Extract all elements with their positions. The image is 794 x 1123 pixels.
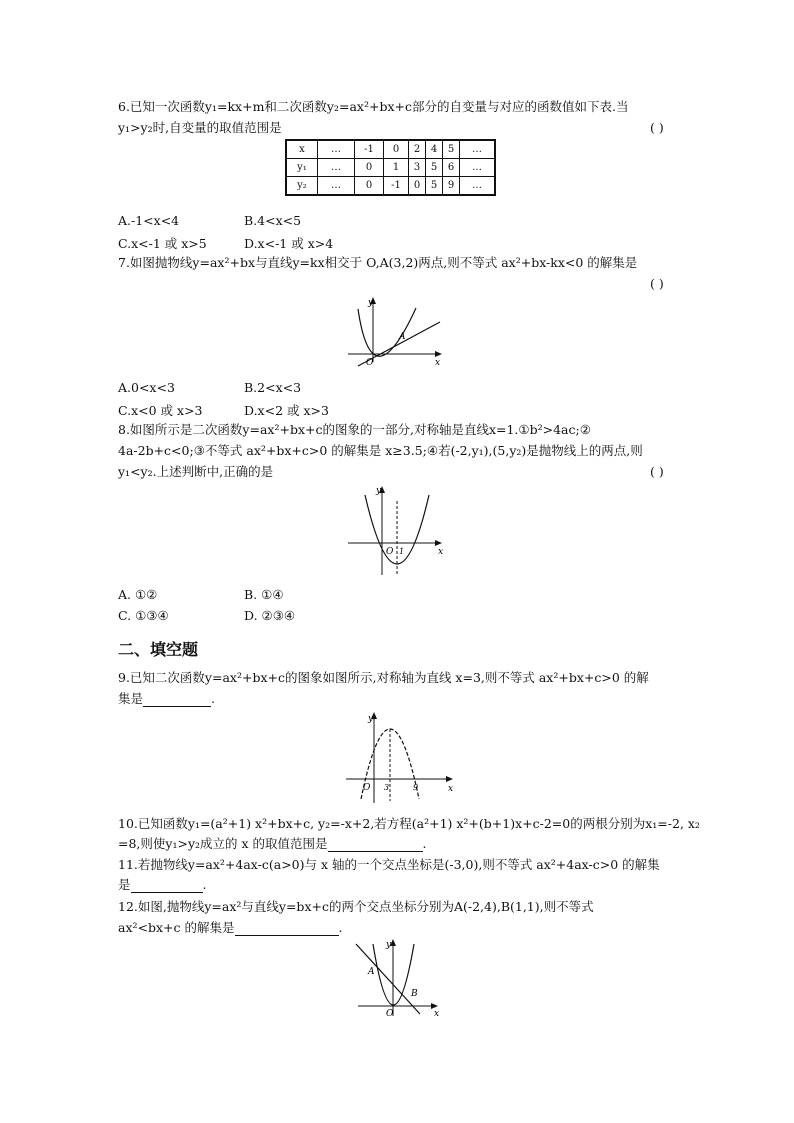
q8-option-d: D. ②③④ xyxy=(244,608,296,623)
origin-label: O xyxy=(386,1009,394,1019)
q10-answer-blank[interactable] xyxy=(328,839,423,852)
q8-answer-paren: ( ) xyxy=(650,464,664,479)
origin-label: O xyxy=(363,783,371,793)
table-cell: 0 xyxy=(409,177,426,196)
y-axis-label: y xyxy=(376,486,382,496)
q6-option-d: D.x<-1 或 x>4 xyxy=(244,236,334,251)
x-axis-arrow xyxy=(446,776,453,782)
table-cell: 5 xyxy=(443,140,460,159)
table-cell: 6 xyxy=(443,159,460,177)
tick-9-label: 9 xyxy=(413,783,419,792)
q7-line1: 7.如图抛物线y=ax²+bx与直线y=kx相交于 O,A(3,2)两点,则不等式 ax²+bx-kx<0 的解集是 xyxy=(118,255,638,270)
y-axis-label: y xyxy=(368,714,374,724)
table-row xyxy=(286,140,495,159)
q12-answer-blank[interactable] xyxy=(235,923,339,936)
q8-option-c: C. ①③④ xyxy=(118,608,169,623)
table-cell: 1 xyxy=(384,159,409,177)
q8-graph xyxy=(345,483,455,583)
q8-option-b: B. ①④ xyxy=(244,587,284,602)
q6-option-a: A.-1<x<4 xyxy=(118,213,180,228)
x-axis-label: x xyxy=(438,547,444,557)
table-row xyxy=(286,177,495,196)
q7-option-a: A.0<x<3 xyxy=(118,380,175,395)
q9-line1: 9.已知二次函数y=ax²+bx+c的图象如图所示,对称轴为直线 x=3,则不等式 ax²+bx+c>0 的解 xyxy=(118,670,649,685)
q11-line2 xyxy=(118,877,207,893)
q6-line1: 6.已知一次函数y₁=kx+m和二次函数y₂=ax²+bx+c部分的自变量与对应的函数值如下表.当 xyxy=(118,99,629,114)
x-axis-label: x xyxy=(434,1009,440,1019)
x-axis-label: x xyxy=(448,784,454,794)
tick-3-label: 3 xyxy=(384,783,390,792)
q7-option-c: C.x<0 或 x>3 xyxy=(118,403,203,418)
table-cell: 4 xyxy=(426,140,443,159)
section-title: 二、填空题 xyxy=(118,640,199,659)
table-cell: … xyxy=(318,159,355,177)
q8-line2: 4a-2b+c<0;③不等式 ax²+bx+c>0 的解集是 x≥3.5;④若(-2,y₁),(5,y₂)是抛物线上的两点,则 xyxy=(118,443,643,458)
q11-line2-text: 是 xyxy=(118,877,131,892)
x-axis-label: x xyxy=(435,358,441,368)
q10-line2-end: . xyxy=(422,836,427,851)
table-cell: 3 xyxy=(409,159,426,177)
tick-1-label: 1 xyxy=(399,547,405,556)
q6-line2: y₁>y₂时,自变量的取值范围是 xyxy=(118,120,282,135)
q9-answer-blank[interactable] xyxy=(143,694,211,707)
table-cell: 0 xyxy=(355,177,384,196)
point-a-label: A xyxy=(368,967,375,977)
q10-line2 xyxy=(118,836,427,852)
parabola xyxy=(358,308,416,356)
x-axis-arrow xyxy=(435,540,442,546)
table-cell: … xyxy=(318,140,355,159)
q12-line1: 12.如图,抛物线y=ax²与直线y=bx+c的两个交点坐标分别为A(-2,4),B(1,1),则不等式 xyxy=(118,899,594,914)
x-axis-arrow xyxy=(435,351,442,357)
y-axis-label: y xyxy=(368,298,374,308)
q7-graph xyxy=(340,294,450,374)
table-cell: … xyxy=(318,177,355,196)
table-row xyxy=(286,159,495,177)
q8-line1: 8.如图所示是二次函数y=ax²+bx+c的图象的一部分,对称轴是直线x=1.①b²>4ac;② xyxy=(118,422,591,437)
table-header-x: x xyxy=(286,140,318,159)
table-cell: 9 xyxy=(443,177,460,196)
q6-answer-paren: ( ) xyxy=(650,120,664,135)
line-bx-c xyxy=(356,944,420,1014)
y-axis-label: y xyxy=(386,940,392,950)
table-cell: … xyxy=(460,159,496,177)
table-cell: 0 xyxy=(355,159,384,177)
q9-graph xyxy=(343,709,458,809)
q10-line1: 10.已知函数y₁=(a²+1) x²+bx+c, y₂=-x+2,若方程(a²+1) x²+(b+1)x+c-2=0的两根分别为x₁=-2, x₂ xyxy=(118,816,700,831)
q7-option-d: D.x<2 或 x>3 xyxy=(244,403,329,418)
q7-answer-paren: ( ) xyxy=(650,276,664,291)
table-cell: … xyxy=(460,140,496,159)
q8-line3: y₁<y₂.上述判断中,正确的是 xyxy=(118,464,274,479)
point-b-label: B xyxy=(411,989,418,999)
q12-line2-end: . xyxy=(338,920,343,935)
q9-line2-end: . xyxy=(211,691,215,706)
q7-option-b: B.2<x<3 xyxy=(244,380,302,395)
q10-line2-text: =8,则使y₁>y₂成立的 x 的取值范围是 xyxy=(118,836,328,851)
table-cell: 5 xyxy=(426,177,443,196)
q6-value-table xyxy=(285,139,496,196)
table-cell: 2 xyxy=(409,140,426,159)
q11-line2-end: . xyxy=(202,877,207,892)
table-cell: -1 xyxy=(384,177,409,196)
table-cell: -1 xyxy=(355,140,384,159)
table-header-y1: y₁ xyxy=(286,159,318,177)
q6-option-c: C.x<-1 或 x>5 xyxy=(118,236,207,251)
table-cell: 0 xyxy=(384,140,409,159)
origin-label: O xyxy=(386,547,394,557)
table-header-y2: y₂ xyxy=(286,177,318,196)
q11-line1: 11.若抛物线y=ax²+4ax-c(a>0)与 x 轴的一个交点坐标是(-3,0),则不等式 ax²+4ax-c>0 的解集 xyxy=(118,857,660,872)
q12-line2 xyxy=(118,920,342,936)
q9-line2-text: 集是 xyxy=(118,691,144,706)
q9-line2 xyxy=(118,691,215,707)
point-a-label: A xyxy=(399,332,406,342)
q8-option-a: A. ①② xyxy=(118,587,158,602)
q6-option-b: B.4<x<5 xyxy=(244,213,302,228)
q12-graph xyxy=(348,936,448,1022)
q12-line2-text: ax²<bx+c 的解集是 xyxy=(118,920,235,935)
table-cell: 5 xyxy=(426,159,443,177)
table-cell: … xyxy=(460,177,496,196)
q11-answer-blank[interactable] xyxy=(131,880,203,893)
origin-label: O xyxy=(366,358,374,368)
